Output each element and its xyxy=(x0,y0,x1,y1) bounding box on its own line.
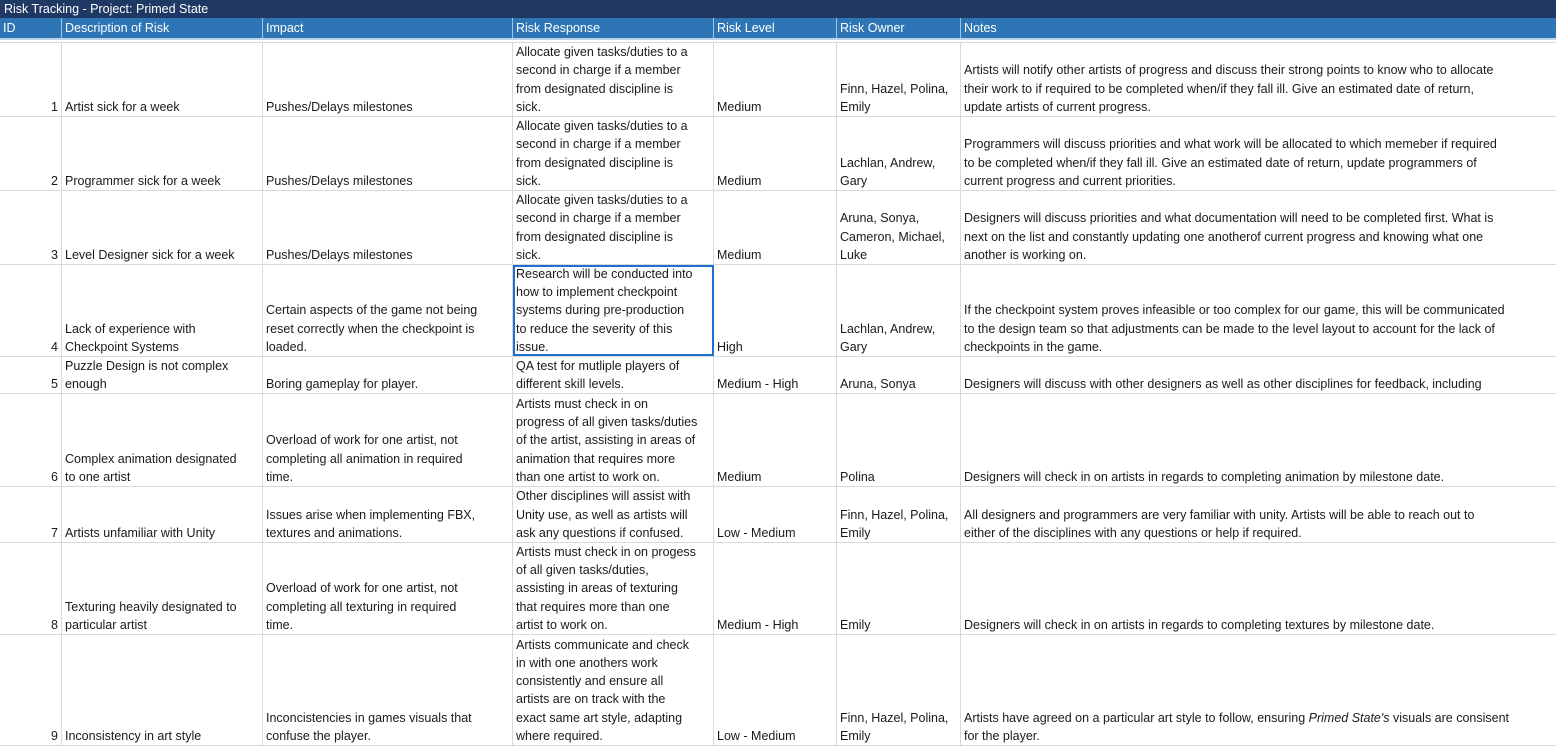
cell-level-text: Medium - High xyxy=(717,376,799,391)
table-row xyxy=(0,543,1556,635)
cell-owner-text: Emily xyxy=(840,617,871,632)
cell-notes[interactable] xyxy=(961,543,1556,634)
cell-owner[interactable] xyxy=(837,265,961,356)
cell-description-text: Texturing heavily designated to particular artist xyxy=(65,599,237,632)
cell-owner[interactable] xyxy=(837,43,961,116)
cell-description-text: Lack of experience with Checkpoint Systems xyxy=(65,321,196,354)
cell-owner[interactable] xyxy=(837,357,961,393)
cell-response[interactable] xyxy=(513,43,714,116)
sheet-title[interactable]: Risk Tracking - Project: Primed State xyxy=(0,0,1556,18)
table-row xyxy=(0,635,1556,746)
cell-level[interactable] xyxy=(714,43,837,116)
cell-level[interactable] xyxy=(714,357,837,393)
header-row xyxy=(0,18,1556,40)
cell-id[interactable] xyxy=(0,357,62,393)
cell-description[interactable] xyxy=(62,43,263,116)
cell-owner-text: Finn, Hazel, Polina, Emily xyxy=(840,81,949,114)
cell-response[interactable] xyxy=(513,191,714,264)
cell-owner-text: Aruna, Sonya, Cameron, Michael, Luke xyxy=(840,211,945,262)
cell-response[interactable] xyxy=(513,117,714,190)
table-row xyxy=(0,265,1556,357)
cell-description-text: Programmer sick for a week xyxy=(65,173,221,188)
table-row xyxy=(0,487,1556,543)
cell-impact-text: Certain aspects of the game not being reset correctly when the checkpoint is loaded. xyxy=(266,303,478,354)
cell-description[interactable] xyxy=(62,357,263,393)
header-description[interactable]: Description of Risk xyxy=(62,18,263,38)
header-level[interactable]: Risk Level xyxy=(714,18,837,38)
cell-id[interactable] xyxy=(0,43,62,116)
header-response[interactable]: Risk Response xyxy=(513,18,714,38)
cell-impact-text: Pushes/Delays milestones xyxy=(266,173,413,188)
cell-notes[interactable] xyxy=(961,43,1556,116)
cell-notes[interactable] xyxy=(961,635,1556,745)
cell-notes-text: If the checkpoint system proves infeasible or too complex for our game, this will be communicated to the design team so that adjustments can be made to the level layout to account for the lack of checkpoints in the game. xyxy=(964,303,1505,354)
cell-notes-text: Artists have agreed on a particular art style to follow, ensuring Primed State's visuals are consisent for the player. xyxy=(964,710,1510,743)
cell-owner-text: Finn, Hazel, Polina, Emily xyxy=(840,507,949,540)
cell-notes-text: Designers will discuss with other designers as well as other disciplines for feedback, including xyxy=(964,376,1482,391)
cell-notes[interactable] xyxy=(961,117,1556,190)
cell-id[interactable] xyxy=(0,394,62,486)
cell-notes-text: All designers and programmers are very familiar with unity. Artists will be able to reach out to either of the disciplines with any questions or help if required. xyxy=(964,507,1475,540)
cell-id-text: 5 xyxy=(51,376,58,391)
cell-description[interactable] xyxy=(62,265,263,356)
cell-impact-text: Overload of work for one artist, not completing all texturing in required time. xyxy=(266,581,458,632)
cell-impact[interactable] xyxy=(263,635,513,745)
cell-owner[interactable] xyxy=(837,487,961,542)
cell-notes[interactable] xyxy=(961,357,1556,393)
cell-owner-text: Lachlan, Andrew, Gary xyxy=(840,155,936,188)
cell-id-text: 9 xyxy=(51,728,58,743)
cell-notes-text: Artists will notify other artists of progress and discuss their strong points to know who to allocate their work to if required to be completed when/if they fall ill. Give an estimated date of return, update artists of current progress. xyxy=(964,63,1494,114)
cell-owner[interactable] xyxy=(837,191,961,264)
cell-impact[interactable] xyxy=(263,357,513,393)
cell-owner[interactable] xyxy=(837,635,961,745)
cell-owner-text: Polina xyxy=(840,469,875,484)
table-row xyxy=(0,394,1556,487)
cell-response-text: Research will be conducted into how to implement checkpoint systems during pre-production to reduce the severity of this issue. xyxy=(516,266,693,354)
cell-response-text: Artists must check in on progress of all given tasks/duties of the artist, assisting in areas of animation that requires more than one artist to work on. xyxy=(516,396,698,484)
cell-response[interactable] xyxy=(513,487,714,542)
cell-impact[interactable] xyxy=(263,394,513,486)
cell-impact[interactable] xyxy=(263,191,513,264)
header-impact[interactable]: Impact xyxy=(263,18,513,38)
cell-response-text: Allocate given tasks/duties to a second in charge if a member from designated discipline is sick. xyxy=(516,193,688,262)
table-body xyxy=(0,40,1556,746)
cell-response-text: QA test for mutliple players of different skill levels. xyxy=(516,358,680,391)
cell-response-text: Artists communicate and check in with one anothers work consistently and ensure all artists are on track with the exact same art style, adapting where required. xyxy=(516,637,689,743)
cell-notes[interactable] xyxy=(961,191,1556,264)
cell-impact[interactable] xyxy=(263,543,513,634)
cell-notes[interactable] xyxy=(961,394,1556,486)
header-id[interactable]: ID xyxy=(0,18,62,38)
cell-level-text: Medium xyxy=(717,173,762,188)
table-row xyxy=(0,43,1556,117)
cell-id-text: 4 xyxy=(51,339,58,354)
cell-impact[interactable] xyxy=(263,487,513,542)
table-row xyxy=(0,191,1556,265)
cell-level-text: Medium xyxy=(717,247,762,262)
cell-id[interactable] xyxy=(0,543,62,634)
cell-impact[interactable] xyxy=(263,265,513,356)
cell-level[interactable] xyxy=(714,191,837,264)
cell-impact-text: Inconcistencies in games visuals that confuse the player. xyxy=(266,710,472,743)
cell-response[interactable] xyxy=(513,265,714,356)
cell-impact-text: Boring gameplay for player. xyxy=(266,376,419,391)
cell-owner[interactable] xyxy=(837,394,961,486)
cell-description[interactable] xyxy=(62,487,263,542)
cell-description[interactable] xyxy=(62,117,263,190)
cell-notes[interactable] xyxy=(961,487,1556,542)
cell-level[interactable] xyxy=(714,543,837,634)
cell-description-text: Level Designer sick for a week xyxy=(65,247,235,262)
cell-impact-text: Overload of work for one artist, not completing all animation in required time. xyxy=(266,433,463,484)
cell-impact-text: Issues arise when implementing FBX, textures and animations. xyxy=(266,507,476,540)
cell-level[interactable] xyxy=(714,635,837,745)
cell-notes-text: Designers will check in on artists in regards to completing textures by milestone date. xyxy=(964,617,1435,632)
cell-notes[interactable] xyxy=(961,265,1556,356)
cell-id-text: 7 xyxy=(51,525,58,540)
cell-level[interactable] xyxy=(714,394,837,486)
header-owner[interactable]: Risk Owner xyxy=(837,18,961,38)
cell-level-text: Medium xyxy=(717,469,762,484)
cell-owner[interactable] xyxy=(837,117,961,190)
cell-description-text: Puzzle Design is not complex enough xyxy=(65,358,229,391)
cell-level-text: High xyxy=(717,339,743,354)
cell-level[interactable] xyxy=(714,487,837,542)
cell-level[interactable] xyxy=(714,117,837,190)
cell-description[interactable] xyxy=(62,543,263,634)
cell-level[interactable] xyxy=(714,265,837,356)
cell-id-text: 3 xyxy=(51,247,58,262)
cell-response[interactable] xyxy=(513,394,714,486)
cell-description-text: Artist sick for a week xyxy=(65,99,180,114)
cell-description[interactable] xyxy=(62,191,263,264)
cell-id[interactable] xyxy=(0,265,62,356)
cell-impact[interactable] xyxy=(263,43,513,116)
header-notes[interactable]: Notes xyxy=(964,21,997,35)
table-row xyxy=(0,357,1556,394)
cell-description-text: Complex animation designated to one artist xyxy=(65,451,237,484)
cell-level-text: Medium xyxy=(717,99,762,114)
cell-response-text: Allocate given tasks/duties to a second in charge if a member from designated discipline is sick. xyxy=(516,119,688,188)
table-row xyxy=(0,117,1556,191)
cell-response-text: Artists must check in on progess of all given tasks/duties, assisting in areas of texturing that requires more than one artist to work on. xyxy=(516,544,696,632)
cell-id-text: 8 xyxy=(51,617,58,632)
cell-id-text: 6 xyxy=(51,469,58,484)
cell-owner-text: Finn, Hazel, Polina, Emily xyxy=(840,710,949,743)
cell-level-text: Low - Medium xyxy=(717,525,796,540)
cell-id[interactable] xyxy=(0,635,62,745)
cell-id[interactable] xyxy=(0,191,62,264)
cell-notes-text: Programmers will discuss priorities and what work will be allocated to which memeber if required to be completed when/if they fall ill. Give an estimated date of return, update programmers of current progress and current priorities. xyxy=(964,137,1497,188)
cell-level-text: Medium - High xyxy=(717,617,799,632)
cell-owner-text: Lachlan, Andrew, Gary xyxy=(840,321,936,354)
cell-description[interactable] xyxy=(62,394,263,486)
cell-id-text: 1 xyxy=(51,99,58,114)
cell-notes-text: Designers will discuss priorities and what documentation will need to be completed first. What is next on the list and constantly updating one anotherof current progress and knowing what one another is working on. xyxy=(964,211,1494,262)
cell-description-text: Artists unfamiliar with Unity xyxy=(65,525,216,540)
cell-description[interactable] xyxy=(62,635,263,745)
cell-owner[interactable] xyxy=(837,543,961,634)
cell-owner-text: Aruna, Sonya xyxy=(840,376,916,391)
cell-response[interactable] xyxy=(513,357,714,393)
cell-notes-text: Designers will check in on artists in regards to completing animation by milestone date. xyxy=(964,469,1445,484)
cell-id-text: 2 xyxy=(51,173,58,188)
cell-response[interactable] xyxy=(513,635,714,745)
cell-level-text: Low - Medium xyxy=(717,728,796,743)
cell-impact[interactable] xyxy=(263,117,513,190)
cell-id[interactable] xyxy=(0,487,62,542)
cell-description-text: Inconsistency in art style xyxy=(65,728,202,743)
cell-impact-text: Pushes/Delays milestones xyxy=(266,99,413,114)
cell-response-text: Other disciplines will assist with Unity use, as well as artists will ask any questions if confused. xyxy=(516,489,691,540)
cell-response-text: Allocate given tasks/duties to a second in charge if a member from designated discipline is sick. xyxy=(516,45,688,114)
cell-impact-text: Pushes/Delays milestones xyxy=(266,247,413,262)
cell-id[interactable] xyxy=(0,117,62,190)
cell-response[interactable] xyxy=(513,543,714,634)
